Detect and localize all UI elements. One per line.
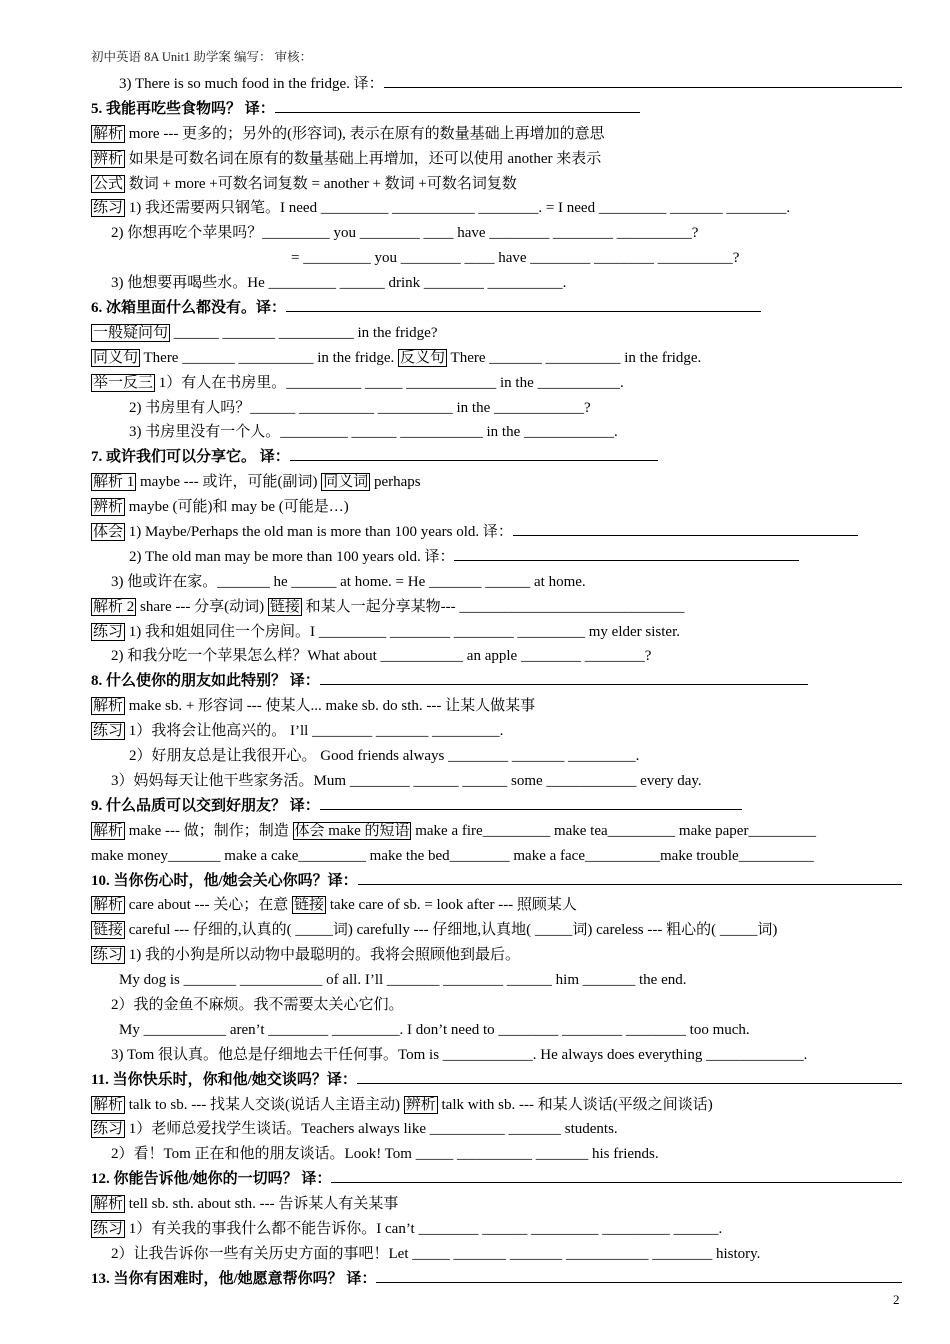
line-text: 1) Maybe/Perhaps the old man is more than 100 years old. 译： (125, 524, 513, 541)
section-label-box: 练习 (93, 1121, 124, 1138)
worksheet-line (91, 1043, 906, 1068)
section-label-box: 辨析 (93, 150, 124, 167)
line-text: 12. 你能告诉他/她你的一切吗？ 译： (91, 1171, 332, 1188)
line-text: talk to sb. --- 找某人交谈(说话人主语主动) (125, 1096, 404, 1113)
line-text: make a fire_________ make tea_________ make paper_________ (411, 822, 816, 839)
answer-line[interactable] (286, 297, 761, 312)
answer-line[interactable] (384, 73, 902, 88)
worksheet-line (91, 570, 906, 595)
section-label-box: 一般疑问句 (93, 324, 169, 341)
line-text: tell sb. sth. about sth. --- 告诉某人有关某事 (125, 1196, 399, 1213)
worksheet-line (91, 644, 906, 669)
worksheet-line (91, 968, 906, 993)
line-text: maybe --- 或许，可能(副词) (136, 474, 322, 491)
line-text: 2）让我告诉你一些有关历史方面的事吧！Let _____ _______ _______ ___________ ________ history. (111, 1245, 761, 1262)
worksheet-line (91, 993, 906, 1018)
worksheet-line (91, 819, 906, 844)
line-text: maybe (可能)和 may be (可能是…) (125, 499, 349, 516)
answer-line[interactable] (358, 870, 902, 885)
worksheet-line (91, 97, 906, 122)
line-text: 2）好朋友总是让我很开心。 Good friends always ________ _______ _________. (129, 748, 640, 765)
line-text: 2）我的金鱼不麻烦。我不需要太关心它们。 (111, 996, 404, 1013)
line-text: make sb. + 形容词 --- 使某人... make sb. do sth. --- 让某人做某事 (125, 698, 536, 715)
worksheet-line (91, 1192, 906, 1217)
line-text: 3) 他或许在家。_______ he ______ at home. = He _______ ______ at home. (111, 573, 586, 590)
section-label-box: 链接 (269, 598, 300, 615)
line-text: There _______ __________ in the fridge. (447, 349, 702, 366)
line-text: make --- 做；制作；制造 (125, 822, 293, 839)
section-label-box: 解析 (93, 1196, 124, 1213)
section-label-box: 练习 (93, 200, 124, 217)
worksheet-line (91, 744, 906, 769)
line-text: 2) The old man may be more than 100 years old. 译： (129, 548, 455, 565)
line-text: There _______ __________ in the fridge. (140, 349, 399, 366)
section-label-box: 练习 (93, 1220, 124, 1237)
line-text: careful --- 仔细的,认真的( _____词) carefully --- 仔细地,认真地( _____词) careless --- 粗心的( _____词) (125, 922, 778, 939)
worksheet-line (91, 595, 906, 620)
line-text: 1) 我的小狗是所以动物中最聪明的。我将会照顾他到最后。 (125, 947, 521, 964)
section-label-box: 体会 make 的短语 (294, 822, 410, 839)
section-label-box: 体会 (93, 524, 124, 541)
line-text: 2) 和我分吃一个苹果怎么样？What about ___________ an apple ________ ________? (111, 648, 652, 665)
worksheet-line (91, 122, 906, 147)
worksheet-line (91, 221, 906, 246)
worksheet-line (91, 943, 906, 968)
answer-line[interactable] (275, 98, 640, 113)
worksheet-line (91, 869, 906, 894)
worksheet-line (91, 669, 906, 694)
answer-line[interactable] (290, 446, 658, 461)
worksheet-line (91, 346, 906, 371)
line-text: share --- 分享(动词) (136, 598, 268, 615)
line-text: 2）看！Tom 正在和他的朋友谈话。Look! Tom _____ __________ _______ his friends. (111, 1146, 659, 1163)
line-text: 6. 冰箱里面什么都没有。译： (91, 300, 287, 317)
section-label-box: 举一反三 (93, 374, 154, 391)
worksheet-line (91, 196, 906, 221)
line-text: = _________ you ________ ____ have ________ ________ __________? (291, 250, 740, 267)
line-text: My ___________ aren’t ________ _________. I don’t need to ________ ________ ________ too much. (119, 1021, 750, 1038)
section-label-box: 练习 (93, 723, 124, 740)
line-text: care about --- 关心；在意 (125, 897, 293, 914)
section-label-box: 解析 (93, 698, 124, 715)
answer-line[interactable] (357, 1069, 902, 1084)
worksheet-line (91, 321, 906, 346)
worksheet-line (91, 371, 906, 396)
line-text: 10. 当你伤心时，他/她会关心你吗？译： (91, 872, 358, 889)
section-label-box: 解析 (93, 822, 124, 839)
worksheet-line (91, 918, 906, 943)
worksheet-line (91, 246, 906, 271)
page-number: 2 (893, 1292, 900, 1307)
line-text: talk with sb. --- 和某人谈话(平级之间谈话) (437, 1096, 713, 1113)
section-label-box: 同义词 (323, 474, 369, 491)
worksheet-line (91, 769, 906, 794)
worksheet-line (91, 271, 906, 296)
worksheet-line (91, 296, 906, 321)
answer-line[interactable] (320, 795, 742, 810)
line-text: 8. 什么使你的朋友如此特别？ 译： (91, 673, 320, 690)
worksheet-line (91, 72, 906, 97)
line-text: make money_______ make a cake_________ make the bed________ make a face__________make trouble__________ (91, 847, 814, 864)
worksheet-line (91, 1018, 906, 1043)
line-text: take care of sb. = look after --- 照顾某人 (326, 897, 577, 914)
worksheet-line (91, 420, 906, 445)
section-label-box: 反义句 (400, 349, 446, 366)
page-header: 初中英语 8A Unit1 助学案 编写： 审核： (91, 50, 313, 64)
section-label-box: 链接 (294, 897, 325, 914)
worksheet-line (91, 147, 906, 172)
worksheet-line (91, 1267, 906, 1292)
line-text: 1）有人在书房里。__________ _____ ____________ in the ___________. (155, 374, 624, 391)
section-label-box: 辨析 (405, 1096, 436, 1113)
line-text: 1）老师总爱找学生谈话。Teachers always like __________ _______ students. (125, 1121, 618, 1138)
answer-line[interactable] (331, 1168, 902, 1183)
line-text: 如果是可数名词在原有的数量基础上再增加，还可以使用 another 来表示 (125, 150, 602, 167)
worksheet-body (91, 72, 906, 1292)
line-text: 3) 书房里没有一个人。_________ ______ ___________ in the ____________. (129, 424, 618, 441)
worksheet-line (91, 694, 906, 719)
line-text: 3) 他想要再喝些水。He _________ ______ drink ________ __________. (111, 275, 567, 292)
worksheet-line (91, 794, 906, 819)
worksheet-line (91, 1068, 906, 1093)
line-text: 7. 或许我们可以分享它。 译： (91, 449, 290, 466)
answer-line[interactable] (320, 670, 808, 685)
worksheet-line (91, 719, 906, 744)
section-label-box: 解析 (93, 897, 124, 914)
line-text: perhaps (370, 474, 421, 491)
line-text: 2) 你想再吃个苹果吗？_________ you ________ ____ have ________ ________ __________? (111, 225, 699, 242)
line-text: ______ _______ __________ in the fridge? (170, 324, 438, 341)
worksheet-line (91, 893, 906, 918)
line-text: 13. 当你有困难时，他/她愿意帮你吗？ 译： (91, 1270, 377, 1287)
section-label-box: 解析 (93, 125, 124, 142)
section-label-box: 辨析 (93, 499, 124, 516)
worksheet-line (91, 1217, 906, 1242)
line-text: 1）有关我的事我什么都不能告诉你。I can’t ________ ______ _________ _________ ______. (125, 1220, 723, 1237)
line-text: 9. 什么品质可以交到好朋友？ 译： (91, 797, 320, 814)
line-text: 5. 我能再吃些食物吗？ 译： (91, 100, 275, 117)
worksheet-line (91, 396, 906, 421)
line-text: 3) Tom 很认真。他总是仔细地去干任何事。Tom is ____________. He always does everything _____________. (111, 1046, 808, 1063)
worksheet-line (91, 470, 906, 495)
line-text: 数词 + more +可数名词复数 = another + 数词 +可数名词复数 (125, 175, 517, 192)
section-label-box: 公式 (93, 175, 124, 192)
line-text: My dog is _______ ___________ of all. I’ll _______ ________ ______ him _______ the end. (119, 972, 687, 989)
answer-line[interactable] (454, 546, 799, 561)
line-text: 3) There is so much food in the fridge. 译： (119, 76, 384, 92)
answer-line[interactable] (513, 521, 858, 536)
worksheet-line (91, 1093, 906, 1118)
section-label-box: 链接 (93, 922, 124, 939)
section-label-box: 解析 2 (93, 598, 135, 615)
section-label-box: 解析 (93, 1096, 124, 1113)
section-label-box: 练习 (93, 947, 124, 964)
section-label-box: 解析 1 (93, 474, 135, 491)
worksheet-line (91, 844, 906, 869)
line-text: 2) 书房里有人吗？______ __________ __________ in the ____________? (129, 399, 591, 416)
line-text: 和某人一起分享某物--- ______________________________ (301, 598, 685, 615)
line-text: 3）妈妈每天让他干些家务活。Mum ________ ______ ______ some ____________ every day. (111, 772, 702, 789)
line-text: more --- 更多的；另外的(形容词), 表示在原有的数量基础上再增加的意思 (125, 125, 605, 142)
answer-line[interactable] (376, 1268, 902, 1283)
worksheet-line (91, 1242, 906, 1267)
line-text: 1) 我还需要两只钢笔。I need _________ ___________ ________. = I need _________ _______ ________. (125, 200, 791, 217)
worksheet-line (91, 495, 906, 520)
section-label-box: 练习 (93, 623, 124, 640)
worksheet-line (91, 1142, 906, 1167)
line-text: 11. 当你快乐时，你和他/她交谈吗？译： (91, 1071, 357, 1088)
worksheet-line (91, 172, 906, 197)
worksheet-line (91, 545, 906, 570)
line-text: 1) 我和姐姐同住一个房间。I _________ ________ ________ _________ my elder sister. (125, 623, 680, 640)
worksheet-line (91, 520, 906, 545)
worksheet-line (91, 1117, 906, 1142)
worksheet-line (91, 620, 906, 645)
line-text: 1）我将会让他高兴的。 I’ll ________ _______ _________. (125, 723, 504, 740)
section-label-box: 同义句 (93, 349, 139, 366)
worksheet-line (91, 1167, 906, 1192)
worksheet-line (91, 445, 906, 470)
